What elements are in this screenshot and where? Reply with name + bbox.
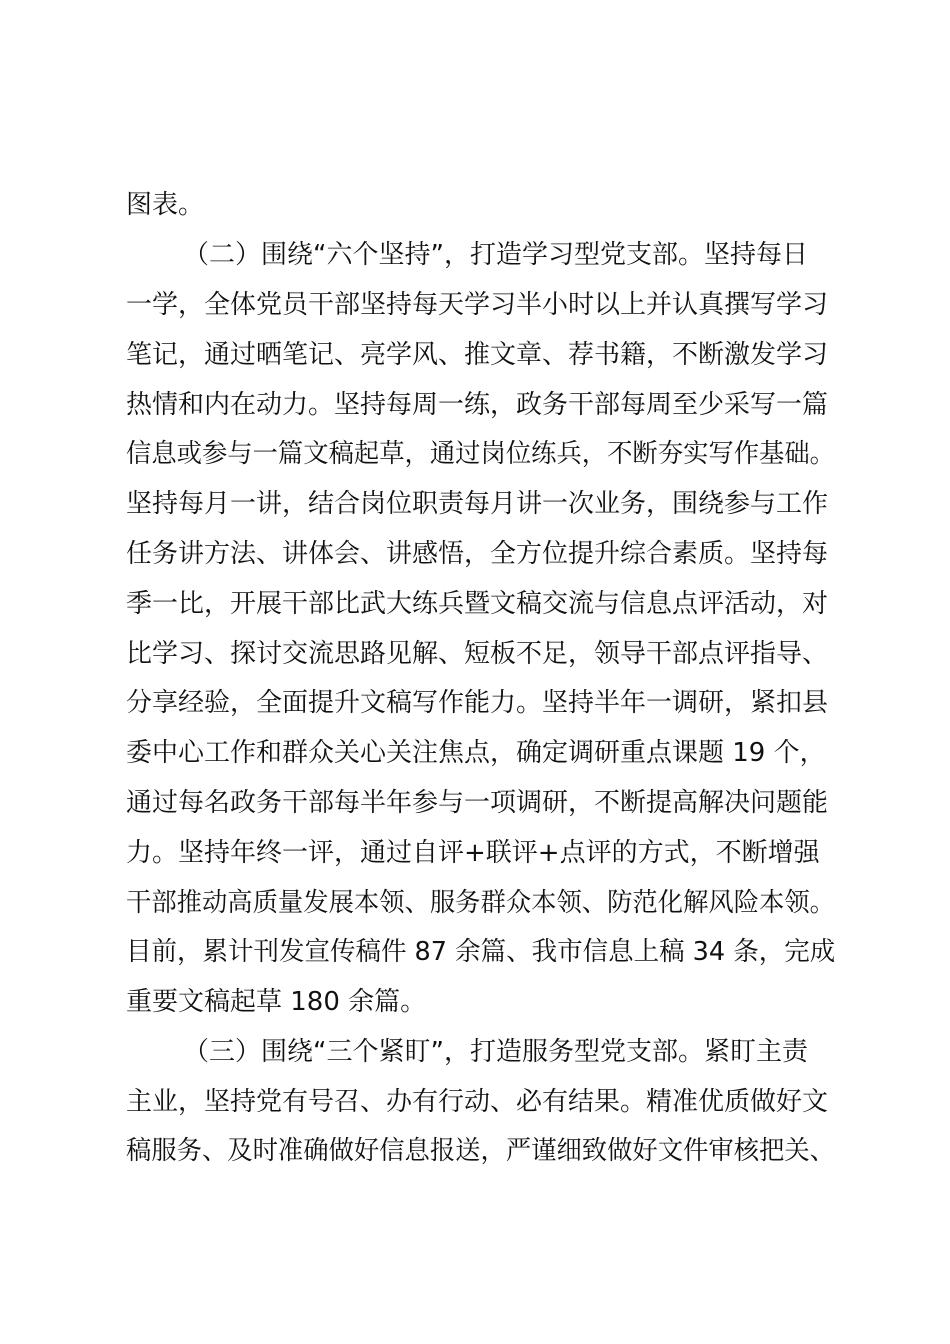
paragraph-heading-line: （二）围绕“六个坚持”，打造学习型党支部。坚持每日 <box>183 240 808 270</box>
text-line: 图表。 <box>126 190 205 220</box>
text-line: 笔记，通过晒笔记、亮学风、推文章、荐书籍，不断激发学习 <box>126 340 829 370</box>
text-line: 任务讲方法、讲体会、讲感悟，全方位提升综合素质。坚持每 <box>126 539 829 569</box>
text-line: 信息或参与一篇文稿起草，通过岗位练兵，不断夯实写作基础。 <box>126 439 836 469</box>
text-line: 主业，坚持党有号召、办有行动、必有结果。精准优质做好文 <box>126 1087 829 1117</box>
text-line: 重要文稿起草 180 余篇。 <box>126 987 427 1017</box>
text-line: 干部推动高质量发展本领、服务群众本领、防范化解风险本领。 <box>126 888 836 918</box>
paragraph-heading-line: （三）围绕“三个紧盯”，打造服务型党支部。紧盯主责 <box>183 1037 808 1067</box>
text-line: 一学，全体党员干部坚持每天学习半小时以上并认真撰写学习 <box>126 290 829 320</box>
text-line: 热情和内在动力。坚持每周一练，政务干部每周至少采写一篇 <box>126 390 829 420</box>
text-line: 季一比，开展干部比武大练兵暨文稿交流与信息点评活动，对 <box>126 589 829 619</box>
text-line: 坚持每月一讲，结合岗位职责每月讲一次业务，围绕参与工作 <box>126 489 829 519</box>
text-line: 比学习、探讨交流思路见解、短板不足，领导干部点评指导、 <box>126 639 829 669</box>
text-line: 稿服务、及时准确做好信息报送，严谨细致做好文件审核把关、 <box>126 1136 836 1166</box>
text-line: 委中心工作和群众关心关注焦点，确定调研重点课题 19 个， <box>126 738 826 768</box>
text-line: 通过每名政务干部每半年参与一项调研，不断提高解决问题能 <box>126 788 829 818</box>
text-line: 力。坚持年终一评，通过自评+联评+点评的方式，不断增强 <box>126 838 820 868</box>
text-line: 目前，累计刊发宣传稿件 87 余篇、我市信息上稿 34 条，完成 <box>126 937 836 967</box>
text-line: 分享经验，全面提升文稿写作能力。坚持半年一调研，紧扣县 <box>126 688 829 718</box>
